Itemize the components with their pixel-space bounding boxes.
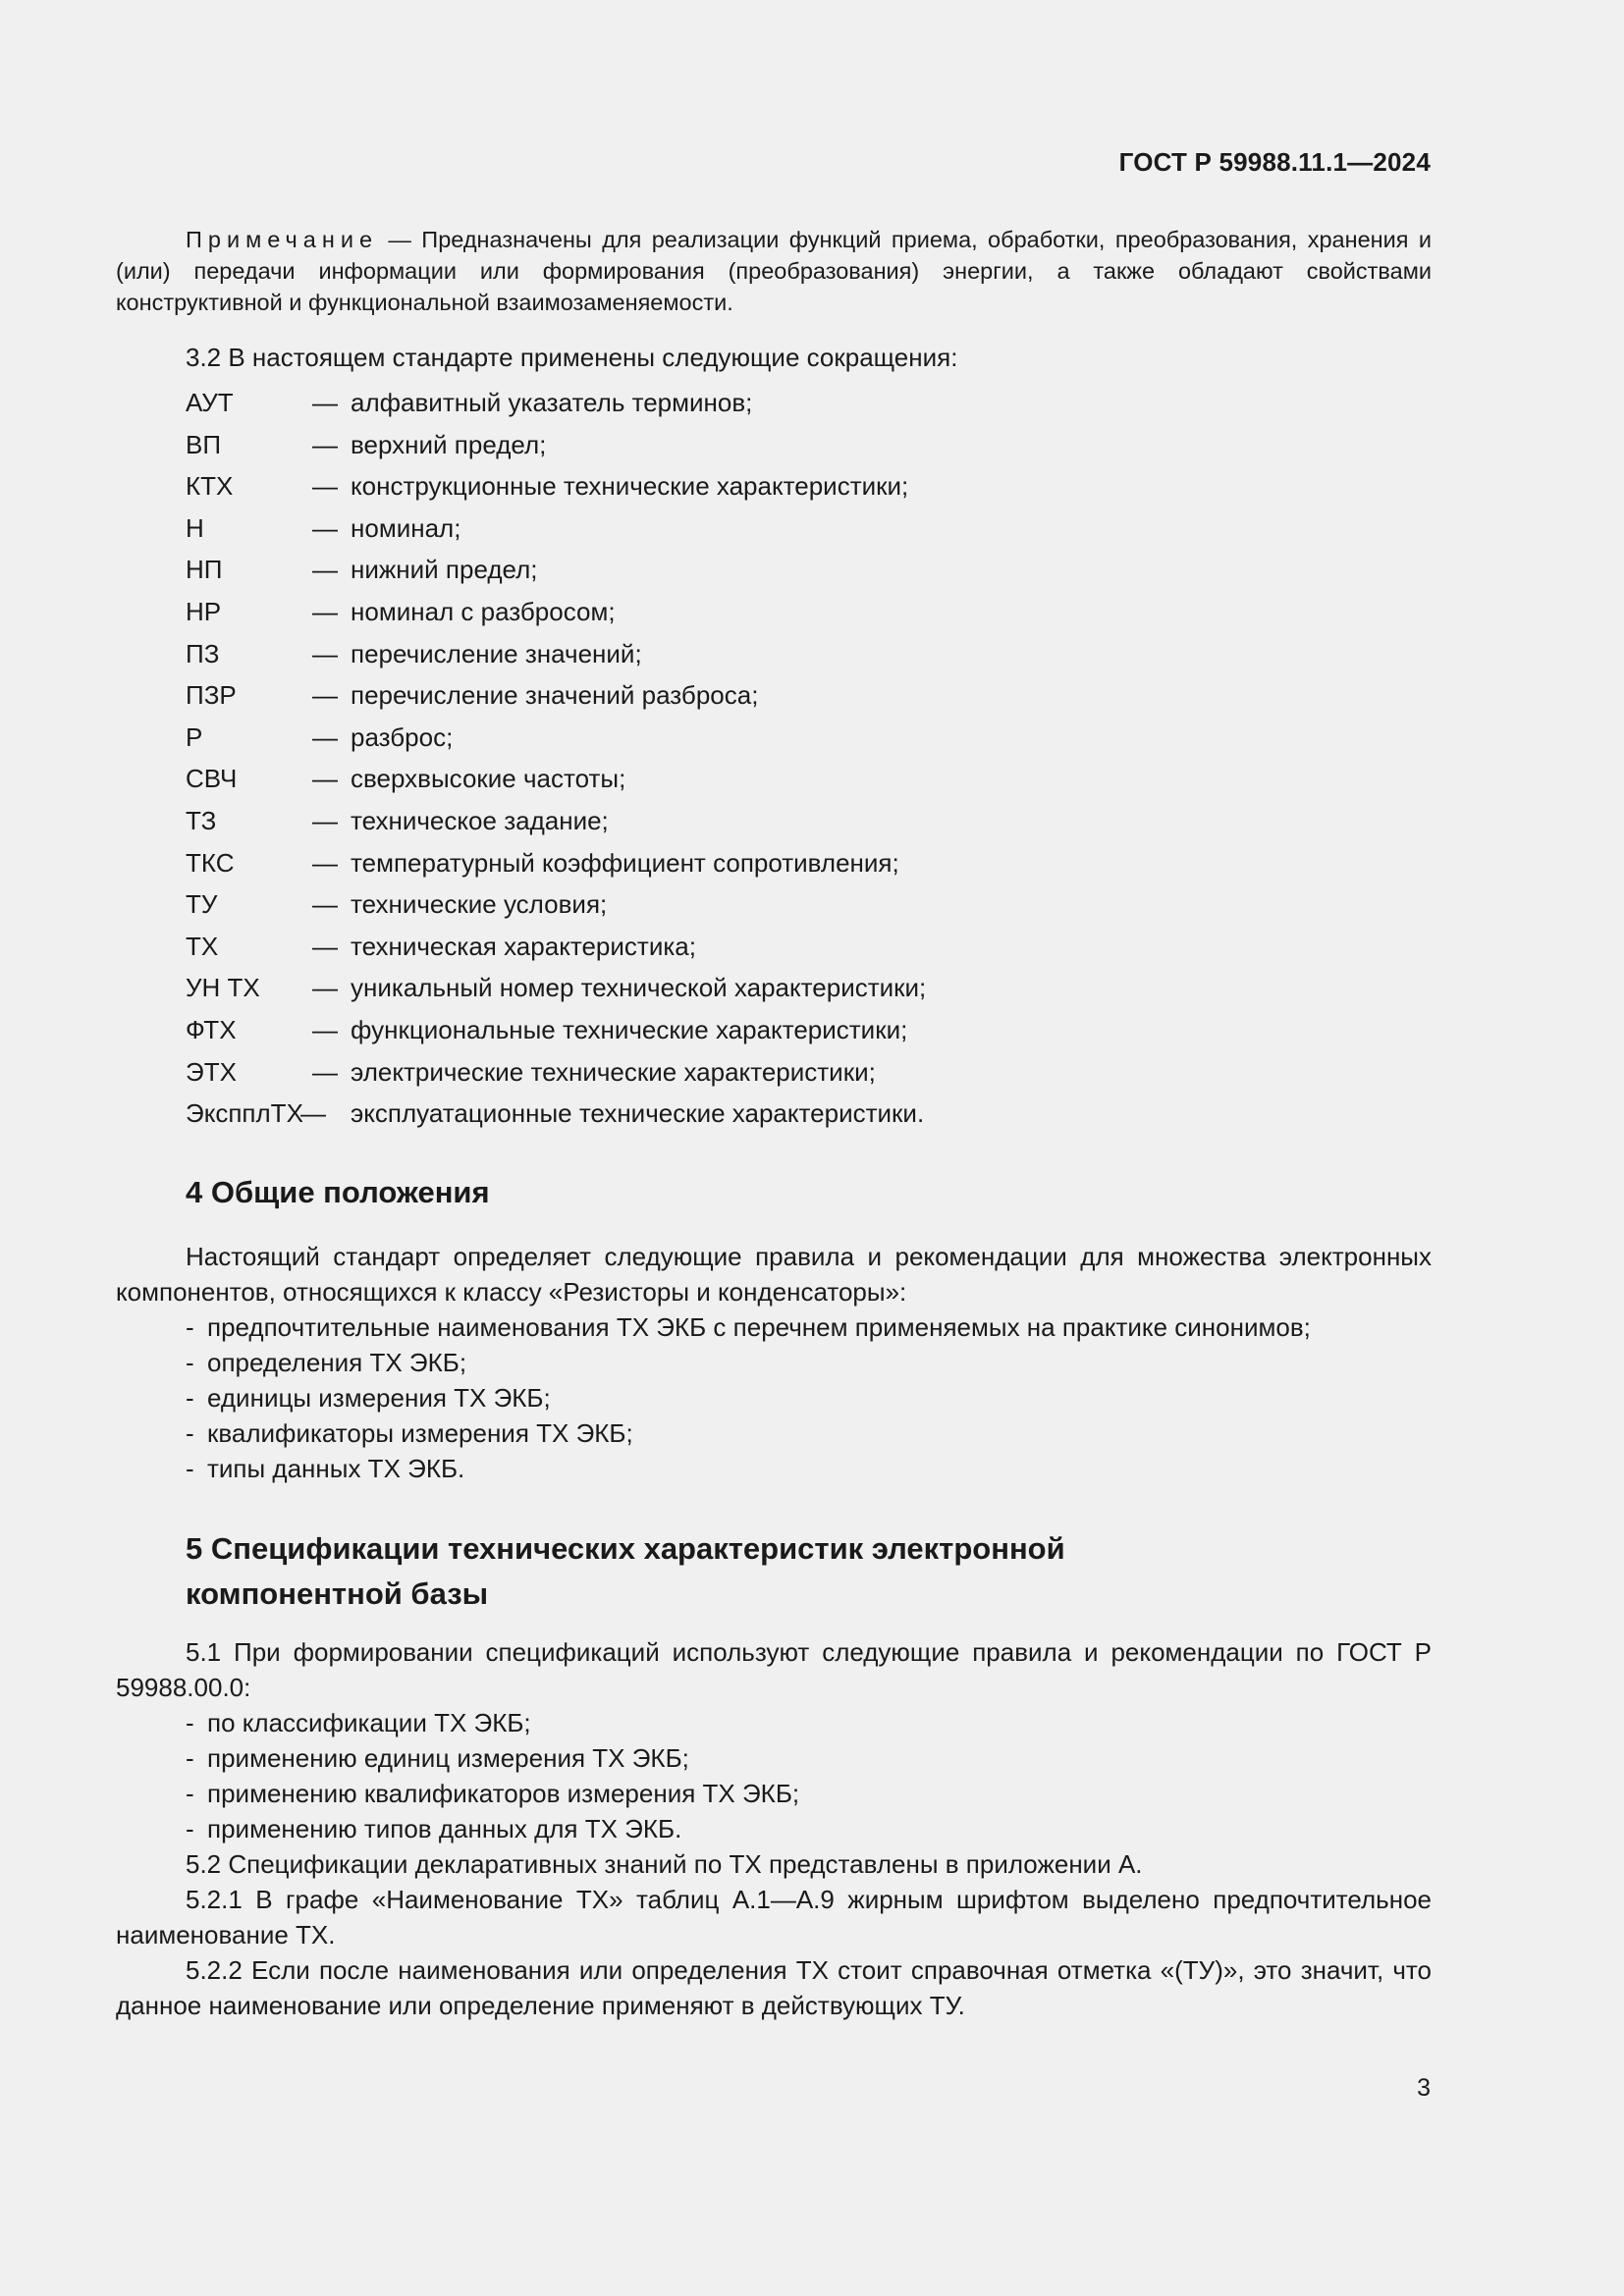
- list-item-text: определения ТХ ЭКБ;: [207, 1348, 467, 1377]
- abbreviation-row: [186, 427, 1364, 469]
- abbreviation-row: [186, 720, 1364, 762]
- abbreviation-code: УН ТХ: [186, 973, 260, 1003]
- abbreviation-row: [186, 552, 1364, 594]
- note-text: — Предназначены для реализации функций приема, обработки, преобразования, хранения и (или) передачи информации или формирования (преобразования) энергии, а также обладают свойствами конструктивной и функциональной взаимозаменяемости.: [116, 227, 1432, 315]
- abbreviation-code: ЭкспплТХ: [186, 1098, 303, 1129]
- abbreviation-row: [186, 636, 1364, 678]
- section-5-title-line-1: 5 Спецификации технических характеристик электронной: [186, 1531, 1065, 1566]
- document-id-header: ГОСТ Р 59988.11.1—2024: [1118, 147, 1431, 177]
- abbreviation-row: [186, 594, 1364, 636]
- abbreviation-dash: —: [312, 889, 338, 920]
- abbreviation-definition: температурный коэффициент сопротивления;: [351, 847, 899, 878]
- list-item: [186, 1776, 1433, 1811]
- abbreviation-row: [186, 677, 1364, 720]
- page-number: 3: [1417, 2074, 1431, 2102]
- abbreviation-definition: техническая характеристика;: [351, 931, 696, 961]
- section-4-intro: Настоящий стандарт определяет следующие правила и рекомендации для множества электронных компонентов, относящихся к классу «Резисторы и конденсаторы»:: [116, 1242, 1432, 1307]
- abbreviation-code: ТУ: [186, 889, 218, 920]
- clause-5-2: 5.2 Спецификации декларативных знаний по ТХ представлены в приложении А.: [186, 1849, 1143, 1879]
- list-item: [186, 1415, 1433, 1451]
- abbreviation-list: [186, 385, 1364, 1138]
- abbreviation-dash: —: [312, 805, 338, 835]
- abbreviation-dash: —: [312, 596, 338, 626]
- abbreviation-definition: алфавитный указатель терминов;: [351, 388, 753, 417]
- section-5-title: [186, 1526, 1364, 1617]
- list-item: [186, 1811, 1433, 1846]
- abbreviation-code: ТЗ: [186, 805, 217, 835]
- list-item-text: квалификаторы измерения ТХ ЭКБ;: [207, 1418, 633, 1448]
- section-4-bullet-list: [186, 1309, 1433, 1486]
- abbreviation-dash: —: [312, 512, 338, 543]
- abbreviation-code: Р: [186, 721, 203, 752]
- abbreviation-row: [186, 845, 1364, 887]
- abbreviation-definition: эксплуатационные технические характеристики.: [351, 1098, 925, 1129]
- abbreviation-dash: —: [312, 555, 338, 585]
- abbreviation-dash: —: [312, 429, 338, 459]
- abbreviation-definition: уникальный номер технической характеристики;: [351, 973, 927, 1003]
- section-4-title: 4 Общие положения: [186, 1175, 490, 1209]
- abbreviation-definition: электрические технические характеристики;: [351, 1056, 876, 1087]
- list-item: [186, 1380, 1433, 1415]
- abbreviation-dash: —: [312, 388, 338, 417]
- clause-5-2-1: 5.2.1 В графе «Наименование ТХ» таблиц А.1—А.9 жирным шрифтом выделено предпочтительное наименование ТХ.: [116, 1885, 1432, 1949]
- list-item-text: применению типов данных для ТХ ЭКБ.: [207, 1814, 682, 1843]
- abbreviation-definition: конструкционные технические характеристики;: [351, 471, 909, 502]
- list-item: [186, 1740, 1433, 1776]
- abbreviation-definition: технические условия;: [351, 889, 608, 920]
- abbreviation-row: [186, 761, 1364, 803]
- list-item: [186, 1705, 1433, 1740]
- abbreviation-dash: —: [312, 680, 338, 711]
- abbreviation-dash: —: [312, 1014, 338, 1044]
- section-5-title-line-2: компонентной базы: [186, 1576, 489, 1611]
- note-paragraph: [116, 224, 1432, 318]
- abbreviation-code: КТХ: [186, 471, 234, 502]
- abbreviation-code: ЭТХ: [186, 1056, 237, 1087]
- abbreviation-row: [186, 510, 1364, 553]
- abbreviation-dash: —: [312, 931, 338, 961]
- bullet-dash: -: [186, 1743, 194, 1773]
- bullet-dash: -: [186, 1779, 194, 1808]
- abbreviation-code: СВЧ: [186, 764, 238, 794]
- abbreviation-code: НР: [186, 596, 222, 626]
- abbreviation-definition: разброс;: [351, 721, 454, 752]
- list-item-text: единицы измерения ТХ ЭКБ;: [207, 1383, 551, 1413]
- abbreviation-row: [186, 385, 1364, 427]
- abbreviation-row: [186, 468, 1364, 510]
- bullet-dash: -: [186, 1454, 194, 1483]
- abbreviation-dash: —: [312, 638, 338, 668]
- abbreviation-row: [186, 1054, 1364, 1096]
- section-5-bullet-list: [186, 1705, 1433, 1846]
- abbreviation-row: [186, 803, 1364, 845]
- abbreviation-code: ПЗР: [186, 680, 237, 711]
- abbreviation-dash: —: [312, 847, 338, 878]
- abbreviation-row: [186, 970, 1364, 1012]
- abbreviation-dash: —: [312, 471, 338, 502]
- abbreviation-definition: техническое задание;: [351, 805, 609, 835]
- note-label: Примечание: [186, 227, 379, 252]
- abbreviation-definition: функциональные технические характеристики;: [351, 1014, 908, 1044]
- bullet-dash: -: [186, 1814, 194, 1843]
- abbreviation-row: [186, 929, 1364, 971]
- abbreviation-dash: —: [312, 764, 338, 794]
- bullet-dash: -: [186, 1708, 194, 1737]
- list-item: [186, 1451, 1433, 1486]
- bullet-dash: -: [186, 1418, 194, 1448]
- abbreviation-definition: нижний предел;: [351, 555, 538, 585]
- abbreviation-dash: —: [300, 1098, 326, 1129]
- abbreviation-definition: сверхвысокие частоты;: [351, 764, 626, 794]
- list-item-text: предпочтительные наименования ТХ ЭКБ с перечнем применяемых на практике синонимов;: [207, 1312, 1311, 1342]
- abbreviation-row: [186, 1095, 1364, 1138]
- abbreviation-definition: верхний предел;: [351, 429, 547, 459]
- bullet-dash: -: [186, 1348, 194, 1377]
- list-item-text: по классификации ТХ ЭКБ;: [207, 1708, 531, 1737]
- list-item: [186, 1345, 1433, 1380]
- bullet-dash: -: [186, 1312, 194, 1342]
- list-item: [186, 1309, 1433, 1345]
- list-item-text: применению единиц измерения ТХ ЭКБ;: [207, 1743, 689, 1773]
- abbreviation-code: ВП: [186, 429, 222, 459]
- abbreviation-code: ТХ: [186, 931, 219, 961]
- bullet-dash: -: [186, 1383, 194, 1413]
- abbreviation-dash: —: [312, 1056, 338, 1087]
- clause-5-1: 5.1 При формировании спецификаций используют следующие правила и рекомендации по ГОСТ Р 59988.00.0:: [116, 1637, 1432, 1702]
- abbreviation-code: АУТ: [186, 388, 234, 417]
- abbreviation-code: ТКС: [186, 847, 235, 878]
- list-item-text: применению квалификаторов измерения ТХ ЭКБ;: [207, 1779, 800, 1808]
- list-item-text: типы данных ТХ ЭКБ.: [207, 1454, 465, 1483]
- abbreviation-code: НП: [186, 555, 223, 585]
- abbreviation-row: [186, 1012, 1364, 1054]
- abbreviation-definition: номинал;: [351, 512, 461, 543]
- abbreviation-dash: —: [312, 721, 338, 752]
- clause-3-2: 3.2 В настоящем стандарте применены следующие сокращения:: [186, 343, 958, 372]
- abbreviation-row: [186, 886, 1364, 929]
- abbreviation-definition: номинал с разбросом;: [351, 596, 616, 626]
- clause-5-2-2: 5.2.2 Если после наименования или определения ТХ стоит справочная отметка «(ТУ)», это значит, что данное наименование или определение применяют в действующих ТУ.: [116, 1955, 1432, 2020]
- abbreviation-definition: перечисление значений разброса;: [351, 680, 759, 711]
- abbreviation-definition: перечисление значений;: [351, 638, 642, 668]
- abbreviation-dash: —: [312, 973, 338, 1003]
- abbreviation-code: Н: [186, 512, 204, 543]
- abbreviation-code: ФТХ: [186, 1014, 237, 1044]
- abbreviation-code: ПЗ: [186, 638, 220, 668]
